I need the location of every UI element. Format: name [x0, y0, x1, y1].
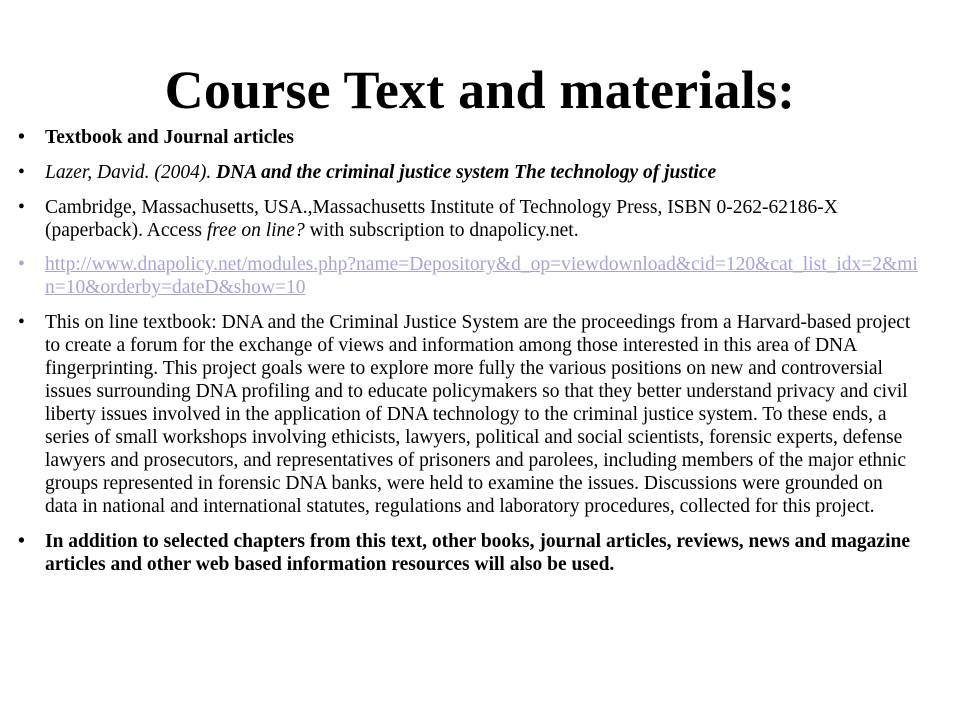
list-item-textbook [0, 126, 960, 149]
list-item-text: Textbook and Journal articles [45, 127, 295, 148]
dnapolicy-link[interactable]: http://www.dnapolicy.net/modules.php?name=Depository&d_op=viewdownload&cid=120&cat_list_idx=2&min=10&orderby=dateD&show=10 [45, 254, 918, 298]
publisher-emphasis: free on line? [206, 220, 305, 241]
additional-text: In addition to selected chapters from this text, other books, journal articles, reviews, news and magazine articles and other web based information resources will also be used. [45, 531, 910, 575]
citation-author: Lazer, David. (2004). [45, 162, 217, 183]
citation-title: DNA and the criminal justice system The technology of justice [216, 162, 717, 183]
page-title: Course Text and materials: [164, 60, 796, 120]
publisher-text: Cambridge, Massachusetts, USA.,Massachusetts Institute of Technology Press, ISBN 0-262-62186-X (paperback). Access [45, 197, 838, 241]
publisher-suffix: with subscription to dnapolicy.net. [304, 220, 579, 241]
bullet-icon: • [18, 254, 25, 275]
list-item-publisher [0, 196, 960, 242]
description-text: This on line textbook: DNA and the Criminal Justice System are the proceedings from a Harvard-based project to create a forum for the exchange of views and information among those interested in this area of DNA fingerprinting. This project goals were to explore more fully the various positions on new and controversial issues surrounding DNA profiling and to educate policymakers so that they better understand privacy and civil liberty issues involved in the application of DNA technology to the criminal justice system. To these ends, a series of small workshops involving ethicists, lawyers, political and social scientists, forensic experts, defense lawyers and prosecutors, and representatives of prisoners and parolees, including members of the major ethnic groups represented in forensic DNA banks, were held to examine the issues. Discussions were grounded on data in national and international statutes, regulations and laboratory procedures, collected for this project. [45, 312, 911, 517]
list-item-citation [0, 161, 960, 184]
bullet-icon: • [18, 197, 25, 218]
list-item-description [0, 311, 960, 518]
bullet-icon: • [18, 162, 25, 183]
bullet-icon: • [18, 127, 25, 148]
bullet-icon: • [18, 312, 25, 333]
list-item-link [0, 253, 960, 299]
list-item-additional [0, 530, 960, 576]
bullet-list [0, 126, 960, 576]
bullet-icon: • [18, 531, 25, 552]
